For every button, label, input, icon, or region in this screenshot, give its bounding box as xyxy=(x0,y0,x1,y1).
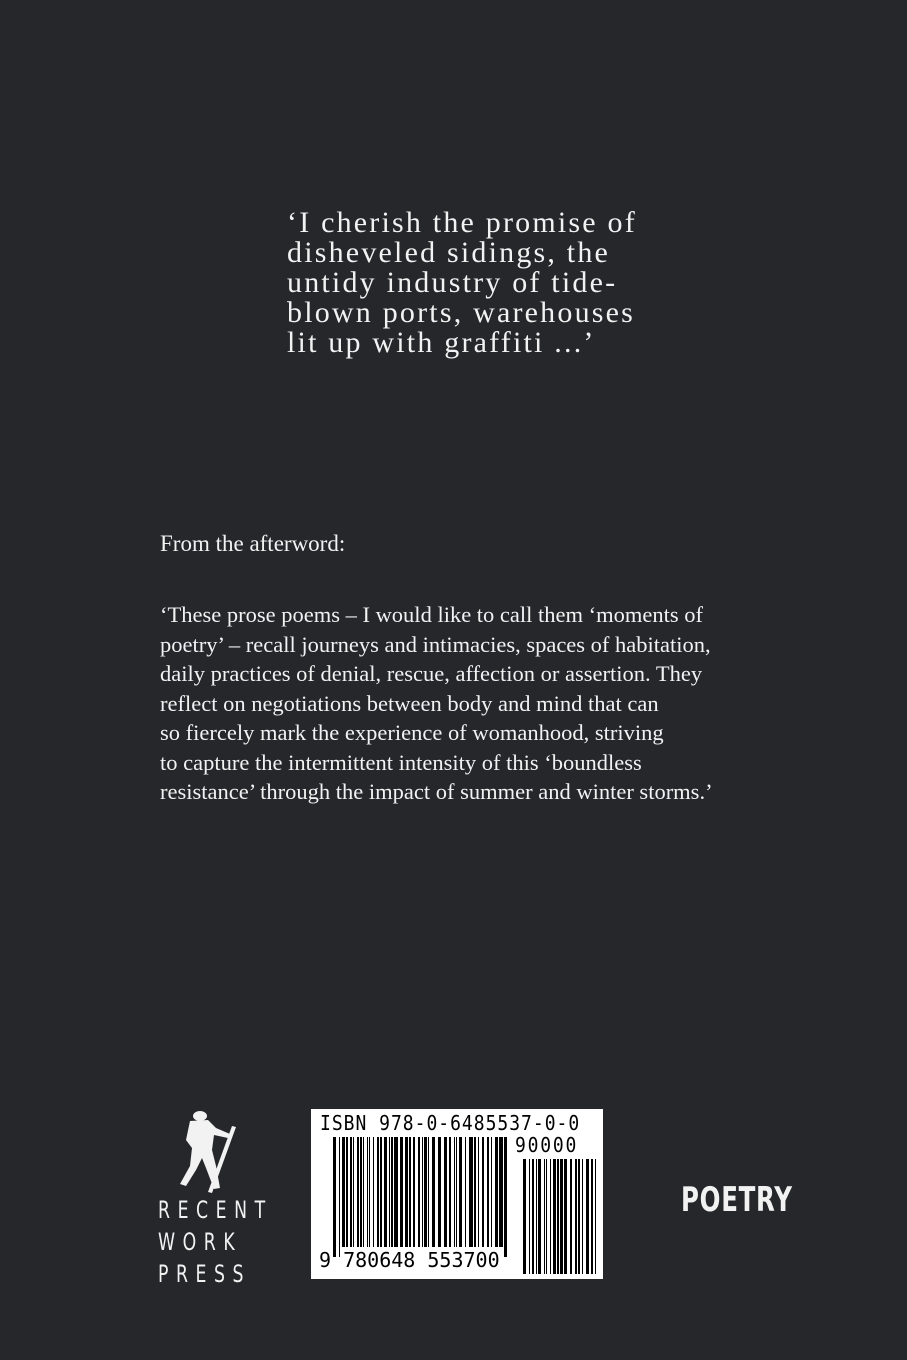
barcode-bar xyxy=(591,1159,593,1274)
excerpt-line: daily practices of denial, rescue, affection or assertion. They xyxy=(160,661,703,686)
epigraph-quote xyxy=(287,208,637,358)
barcode-bar xyxy=(570,1159,572,1274)
barcode-bar xyxy=(550,1159,551,1274)
barcode-bar xyxy=(557,1159,559,1274)
barcode-bar xyxy=(538,1159,541,1274)
publisher-name-line: WORK xyxy=(158,1228,243,1256)
epigraph-line: ‘I cherish the promise of xyxy=(287,206,637,239)
figure-with-pole-icon xyxy=(172,1108,252,1193)
epigraph-line: untidy industry of tide- xyxy=(287,266,618,299)
barcode-bar xyxy=(546,1159,547,1274)
publisher-logo xyxy=(158,1108,273,1288)
epigraph-line: lit up with graffiti ...’ xyxy=(287,326,596,359)
publisher-name-line: PRESS xyxy=(158,1260,252,1288)
genre-label: POETRY xyxy=(681,1180,793,1220)
barcode-bar xyxy=(553,1159,556,1274)
barcode-bar xyxy=(523,1159,526,1274)
barcode-bar xyxy=(578,1159,580,1274)
isbn-barcode xyxy=(311,1109,603,1279)
excerpt-line: reflect on negotiations between body and mind that can xyxy=(160,690,659,716)
barcode-bar xyxy=(595,1159,596,1274)
ean-digits: 9 780648 553700 xyxy=(319,1248,500,1272)
barcode-bar xyxy=(532,1159,534,1274)
afterword-excerpt xyxy=(160,600,770,807)
publisher-name xyxy=(158,1194,273,1290)
excerpt-line: resistance’ through the impact of summer and winter storms.’ xyxy=(160,779,713,804)
barcode-bar xyxy=(529,1159,530,1274)
epigraph-line: blown ports, warehouses xyxy=(287,296,636,329)
excerpt-line: ‘These prose poems – I would like to call them ‘moments of xyxy=(160,602,703,627)
epigraph-line: disheveled sidings, the xyxy=(287,236,611,269)
barcode-bar xyxy=(564,1159,567,1274)
barcode-bar xyxy=(560,1159,563,1274)
barcode-bar xyxy=(544,1159,545,1274)
publisher-name-line: RECENT xyxy=(158,1196,273,1224)
excerpt-line: to capture the intermittent intensity of this ‘boundless xyxy=(160,749,642,775)
barcode-bar xyxy=(586,1159,589,1274)
excerpt-line: poetry’ – recall journeys and intimacies, spaces of habitation, xyxy=(160,631,711,657)
barcode-bar xyxy=(536,1159,537,1274)
price-code: 90000 xyxy=(515,1133,579,1157)
afterword-label: From the afterword: xyxy=(160,531,346,556)
barcode-bar xyxy=(575,1159,577,1274)
isbn-number: ISBN 978-0-6485537-0-0 xyxy=(320,1111,581,1135)
excerpt-line: so fiercely mark the experience of womanhood, striving xyxy=(160,720,664,745)
barcode-bar xyxy=(582,1159,583,1274)
